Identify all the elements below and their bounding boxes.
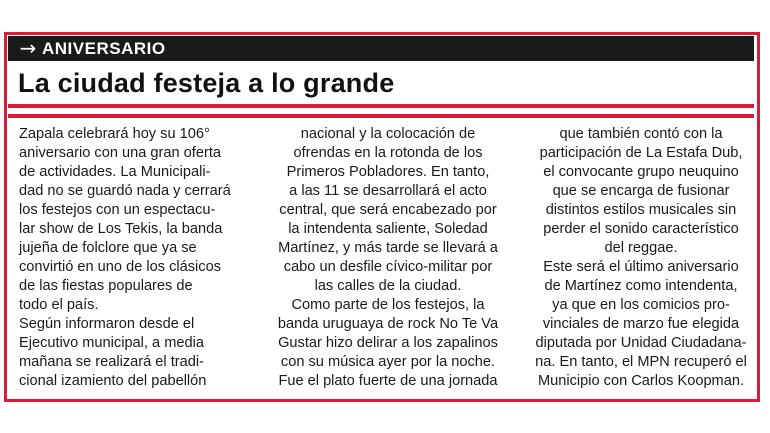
text-line: dad no se guardó nada y cerrará [19, 183, 231, 199]
text-line: perder el sonido característico [543, 221, 739, 237]
text-column-2 [272, 125, 504, 391]
text-line: participación de La Estafa Dub, [539, 145, 743, 161]
text-line: de actividades. La Municipali- [19, 164, 211, 180]
text-line: Municipio con Carlos Koopman. [537, 373, 745, 389]
text-line: cabo un desfile cívico-militar por [283, 259, 493, 275]
text-line: que también contó con la [559, 126, 723, 142]
text-line: convirtió en uno de los clásicos [19, 259, 221, 275]
text-line: Ejecutivo municipal, a media [19, 335, 204, 351]
text-line: las calles de la ciudad. [314, 278, 462, 294]
right-arrow-icon: → [19, 36, 37, 60]
headline-rule-bottom [8, 114, 754, 118]
text-line: a las 11 se desarrollará el acto [289, 183, 487, 199]
text-line: na. En tanto, el MPN recuperó el [535, 354, 747, 370]
text-line: cional izamiento del pabellón [19, 373, 207, 389]
text-line: ofrendas en la rotonda de los [293, 145, 483, 161]
article-body [19, 125, 745, 390]
text-line: central, que será encabezado por [279, 202, 497, 218]
text-line: nacional y la colocación de [300, 126, 476, 142]
text-line: todo el país. [19, 297, 99, 313]
text-line: del reggae. [604, 240, 678, 256]
text-line: banda uruguaya de rock No Te Va [277, 316, 499, 332]
text-line: diputada por Unidad Ciudadana- [535, 335, 747, 351]
text-line: que se encarga de fusionar [552, 183, 730, 199]
text-line: aniversario con una gran oferta [19, 145, 222, 161]
text-line: Fue el plato fuerte de una jornada [278, 373, 498, 389]
text-line: de Martínez como intendenta, [544, 278, 738, 294]
text-line: los festejos con un espectacu- [19, 202, 216, 218]
text-line: Este será el último aniversario [543, 259, 739, 275]
text-line: vinciales de marzo fue elegida [542, 316, 740, 332]
text-line: Según informaron desde el [19, 316, 195, 332]
text-line: ya que en los comicios pro- [552, 297, 730, 313]
text-line: la intendenta saliente, Soledad [288, 221, 488, 237]
headline-rule-top [8, 104, 754, 108]
text-line: Martínez, y más tarde se llevará a [278, 240, 498, 256]
text-line: el convocante grupo neuquino [543, 164, 739, 180]
text-line: mañana se realizará el tradi- [19, 354, 204, 370]
text-column-1 [19, 125, 251, 391]
text-line: jujeña de folclore que ya se [19, 240, 197, 256]
text-line: Gustar hizo delirar a los zapalinos [278, 335, 498, 351]
text-line: lar show de Los Tekis, la banda [19, 221, 223, 237]
text-line: distintos estilos musicales sin [545, 202, 737, 218]
text-line: Zapala celebrará hoy su 106° [19, 126, 210, 142]
text-line: con su música ayer por la noche. [280, 354, 496, 370]
text-line: Como parte de los festejos, la [291, 297, 485, 313]
text-column-3 [525, 125, 757, 391]
text-line: Primeros Pobladores. En tanto, [286, 164, 490, 180]
text-line: de las fiestas populares de [19, 278, 193, 294]
headline: La ciudad festeja a lo grande [18, 68, 395, 98]
section-header [8, 36, 754, 61]
section-label: ANIVERSARIO [42, 38, 166, 58]
